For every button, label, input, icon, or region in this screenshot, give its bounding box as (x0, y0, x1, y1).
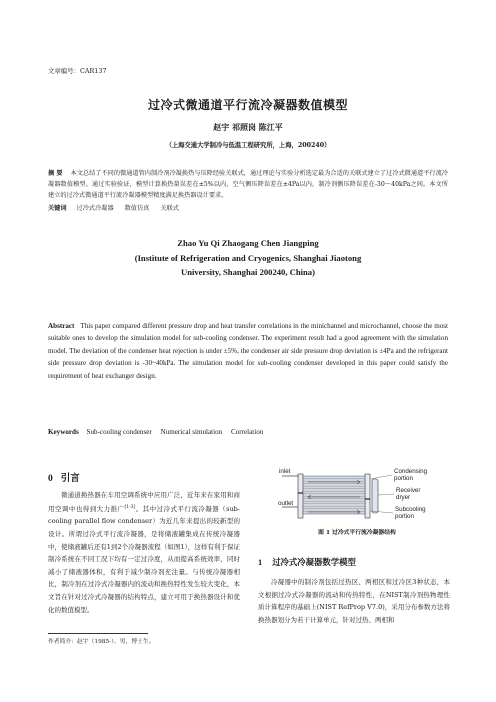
keywords-cn-label: 关键词 (48, 205, 67, 212)
label-inlet: inlet (279, 468, 291, 475)
label-condensing-1: Condensing (394, 468, 428, 475)
keyword-en: Sub-cooling condenser (86, 428, 152, 436)
section-1-number: 1 (258, 558, 263, 567)
keyword-en: Correlation (230, 428, 264, 436)
keywords-en (48, 428, 448, 436)
keyword-cn: 过冷式冷凝器 (76, 205, 114, 212)
abstract-cn-text: 本文总结了不同的微通道管内制冷剂冷凝换热与压降经验关联式，通过理论与实验分析选定最为合适的关联式建立了过冷式微通道平行流冷凝器数值模型。通过实验验证，模型计算换热量误差在±5%以内，空气侧压降误差在±4Pa以内，制冷剂侧压降误差在-30～40kPa之间。本文所建立的过冷式微通道平行流冷凝器模型精度满足换热器设计要求。 (48, 170, 448, 199)
section-0-heading (48, 470, 80, 484)
section-0-paragraph (48, 489, 240, 616)
label-receiver-1: Receiver (396, 487, 421, 494)
abstract-en (48, 320, 448, 382)
leader-line (378, 494, 394, 495)
figure-caption: 图 1 过冷式平行流冷凝器结构 (318, 530, 396, 536)
receiver-dryer-tank (372, 479, 378, 513)
abstract-en-label: Abstract (48, 322, 75, 330)
right-header-tank (365, 474, 370, 518)
section-1-paragraph: 冷凝器中的制冷剂包括过热区、两相区和过冷区3种状态，本文根据过冷式冷凝器的流动和传热特性，在NIST制冷剂热物理性质计算程序的基础上(NIST RefProp V7.0)，采用分布参数方法将换热器划分为若干计算单元，针对过热、两相和 (258, 578, 450, 624)
abstract-cn-label: 摘 要 (48, 170, 63, 177)
section-1-title: 过冷式冷凝器数学模型 (272, 557, 356, 567)
label-condensing-2: portion (394, 475, 413, 482)
keyword-cn: 数值仿真 (124, 205, 150, 212)
keywords-cn (48, 203, 448, 212)
label-subcooling-2: portion (395, 513, 414, 520)
section-0-title: 引言 (60, 473, 80, 484)
affiliation-en-line: (Institute of Refrigeration and Cryogenics, Shanghai Jiaotong (134, 253, 362, 263)
affiliation-en-line: University, Shanghai 200240, China) (181, 266, 315, 277)
abstract-en-text: This paper compared different pressure drop and heat transfer correlations in the minichannel and microchannel, choose the most suitable ones to develop the simulation model for sub-cooling condenser. The experiment result had a good agreement with the simulation model. The deviation of the condenser heat rejection is under ±5%, the condenser air side pressure drop deviation is ±4Pa and the refrigerant side pressure drop deviation is -30~40kPa. The simulation model for sub-cooling condenser developed in this paper could satisfy the requirement of heat exchanger design. (48, 322, 448, 380)
section-0-number: 0 (48, 474, 53, 484)
authors-en: Zhao Yu Qi Zhaogang Chen Jiangping (177, 238, 319, 248)
citation: [1-3] (124, 504, 136, 510)
section-1-heading (258, 556, 356, 568)
affiliation-cn: （上海交通大学制冷与低温工程研究所，上海，200240） (165, 142, 331, 149)
article-number: 文章编号：CAR137 (48, 67, 107, 75)
keywords-en-label: Keywords (48, 428, 79, 436)
leader-line (370, 475, 392, 479)
keyword-cn: 关联式 (160, 205, 179, 212)
footnote-rule (48, 633, 148, 634)
section-0-text-b: 。其中过冷式平行流冷凝器（sub-cooling parallel flow condenser）为近几年来提出的较新型的设计。所谓过冷式平行流冷凝器，是将储液罐集成在传统冷凝器中，使储液罐后还有1到2个冷凝器流程（如图1），这样有利于保证制冷系统在不同工况下均有一定过冷度，从而提高系统效率，同时减小了储液器体积，有利于减少制冷剂充注量。与传统冷凝器相比，制冷剂在过冷式冷凝器内的流动和换热特性发生较大变化，本文旨在针对过冷式冷凝器的结构特点，建立可用于换热器设计和优化的数值模型。 (48, 504, 240, 614)
left-header-tank (298, 474, 303, 518)
affiliation-en (0, 252, 496, 279)
abstract-cn (48, 168, 448, 201)
authors-cn: 赵宇 祁照岗 陈江平 (213, 122, 283, 132)
condenser-figure (262, 467, 452, 523)
label-subcooling-1: Subcooling (395, 506, 426, 513)
title-cn: 过冷式微通道平行流冷凝器数值模型 (147, 98, 348, 112)
label-receiver-2: dryer (396, 494, 411, 501)
footnote: 作者简介：赵宇（1985-），男，博士生。 (48, 639, 155, 645)
keyword-en: Numerical simulation (160, 428, 223, 436)
section-0-text-a: 微通道换热器在车用空调系统中应用广泛，近年来在家用和商用空调中也得到大力推广 (48, 491, 240, 513)
label-outlet: outlet (278, 500, 294, 507)
